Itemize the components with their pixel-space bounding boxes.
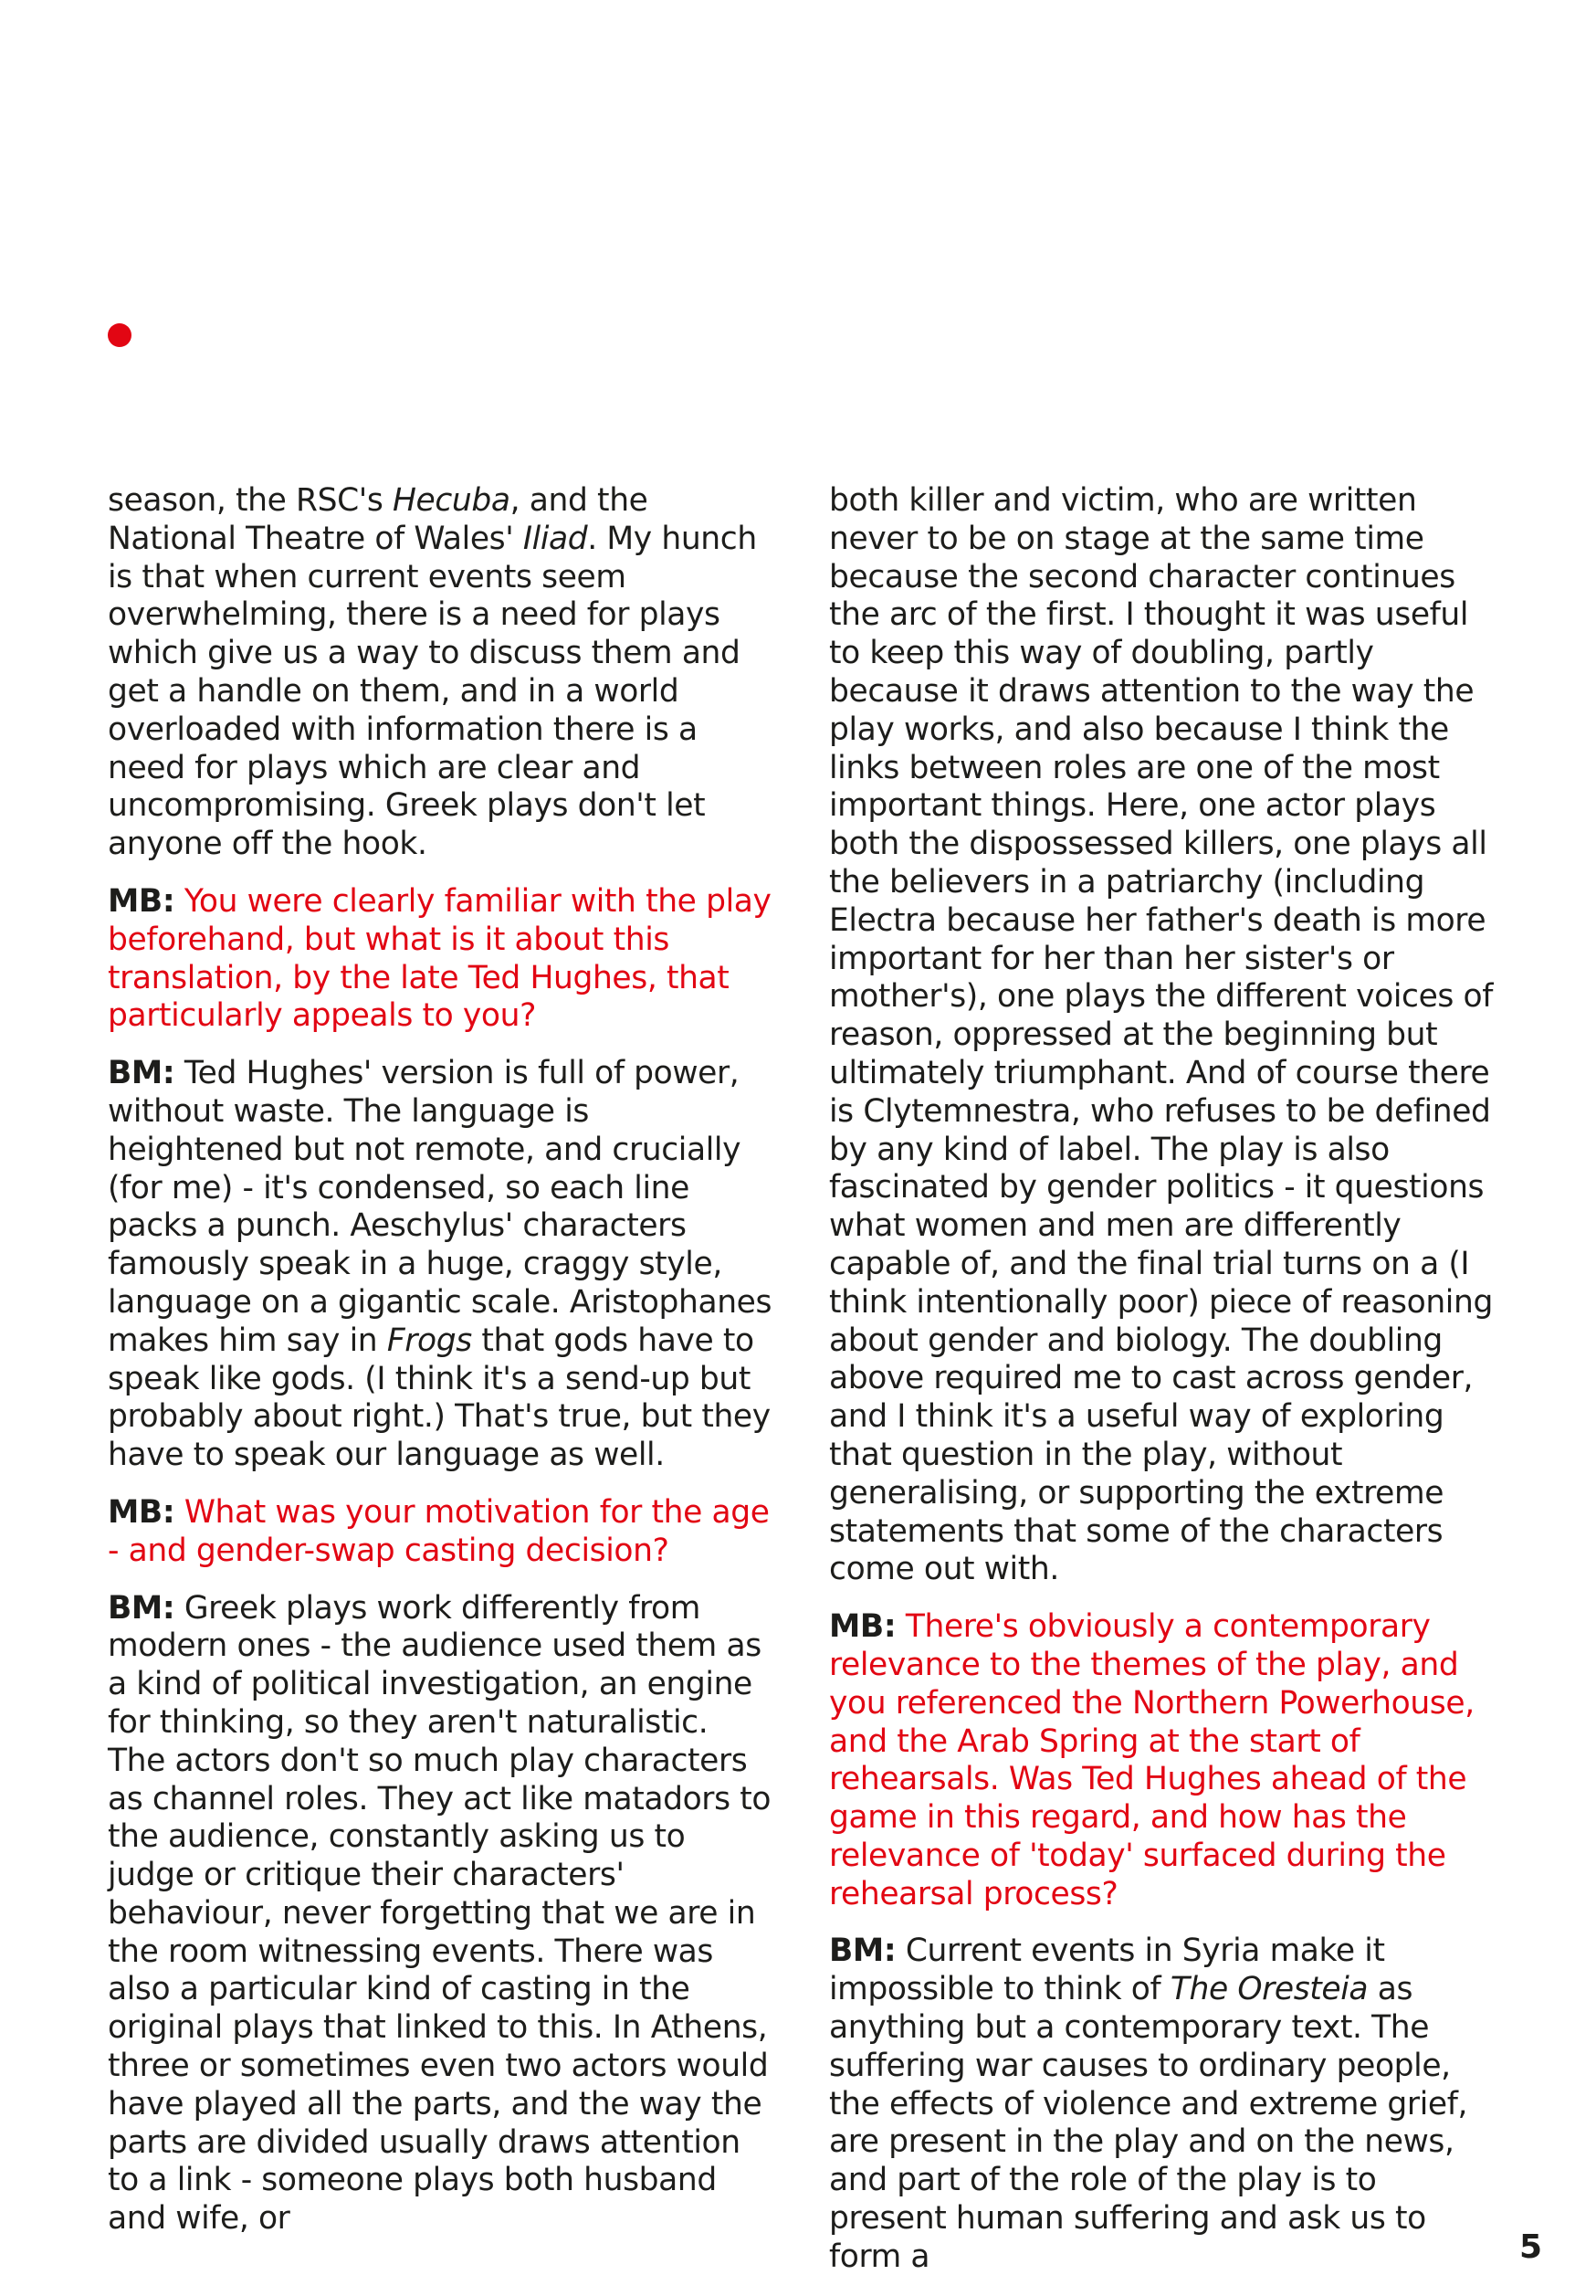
question-casting: [108, 1494, 772, 1571]
speaker-label: BM:: [108, 1589, 175, 1627]
title-iliad: Iliad: [522, 520, 588, 557]
speaker-label: MB:: [829, 1608, 897, 1646]
title-oresteia: The Oresteia: [1170, 1971, 1369, 2008]
red-dot-marker: [108, 323, 131, 347]
speaker-label: BM:: [108, 1055, 175, 1092]
answer-casting: BM: Greek plays work differently from modern ones - the audience used them as a kind of political investigation, an engine for thinking, so they aren't naturalistic. The actors don't so much play characters as channel roles. They act like matadors to the audience, constantly asking us to judge or critique their characters' behaviour, never forgetting that we are in the room witnessing events. There was also a particular kind of casting in the original plays that linked to this. In Athens, three or sometimes even two actors would have played all the parts, and the way the parts are divided usually draws attention to a link - someone plays both husband and wife, or: [108, 1589, 772, 2238]
speaker-label: MB:: [108, 882, 175, 920]
title-frogs: Frogs: [386, 1322, 472, 1359]
paragraph-intro-continued: season, the RSC's Hecuba, and the National Theatre of Wales' Iliad. My hunch is that when current events seem overwhelming, there is a need for plays which give us a way to discuss them and get a handle on them, and in a world overloaded with information there is a need for plays which are clear and uncompromising. Greek plays don't let anyone off the hook.: [108, 482, 757, 863]
title-hecuba: Hecuba: [393, 482, 510, 519]
answer-relevance: BM: Current events in Syria make it impossible to think of The Oresteia as anything but a contemporary text. The suffering war causes to ordinary people, the effects of violence and extreme grief, are present in the play and on the news, and part of the role of the play is to present human suffering and ask us to form a: [829, 1933, 1468, 2275]
right-column: [829, 482, 1494, 2296]
answer-casting-continued: both killer and victim, who are written never to be on stage at the same time because the second character continues the arc of the first. I thought it was useful to keep this way of doubling, partly because it draws attention to the way the play works, and also because I think the links between roles are one of the most important things. Here, one actor plays both the dispossessed killers, one plays all the believers in a patriarchy (including Electra because her father's death is more important for her than her sister's or mother's), one plays the different voices of reason, oppressed at the beginning but ultimately triumphant. And of course there is Clytemnestra, who refuses to be defined by any kind of label. The play is also fascinated by gender politics - it questions what women and men are differently capable of, and the final trial turns on a (I think intentionally poor) piece of reasoning about gender and biology. The doubling above required me to cast across gender, and I think it's a useful way of exploring that question in the play, without generalising, or supporting the extreme statements that some of the characters come out with.: [829, 482, 1494, 1588]
question-text: There's obviously a contemporary relevance to the themes of the play, and you referenced the Northern Powerhouse, and the Arab Spring at the start of rehearsals. Was Ted Hughes ahead of the game in this regard, and how has the relevance of 'today' surfaced during the rehearsal process?: [829, 1608, 1475, 1912]
answer-translation: BM: Ted Hughes' version is full of power, without waste. The language is heightened but not remote, and crucially (for me) - it's condensed, so each line packs a punch. Aeschylus' characters famously speak in a huge, craggy style, language on a gigantic scale. Aristophanes makes him say in Frogs that gods have to speak like gods. (I think it's a send-up but probably about right.) That's true, but they have to speak our language as well.: [108, 1055, 772, 1474]
page-number: 5: [1519, 2228, 1543, 2266]
question-relevance: [829, 1608, 1494, 1913]
question-translation: [108, 883, 772, 1036]
question-text: You were clearly familiar with the play beforehand, but what is it about this translation, by the late Ted Hughes, that particularly appeals to you?: [108, 882, 772, 1035]
speaker-label: MB:: [108, 1493, 175, 1531]
left-column: [108, 482, 772, 2258]
question-text: What was your motivation for the age - and gender-swap casting decision?: [108, 1493, 770, 1569]
speaker-label: BM:: [829, 1933, 897, 1970]
